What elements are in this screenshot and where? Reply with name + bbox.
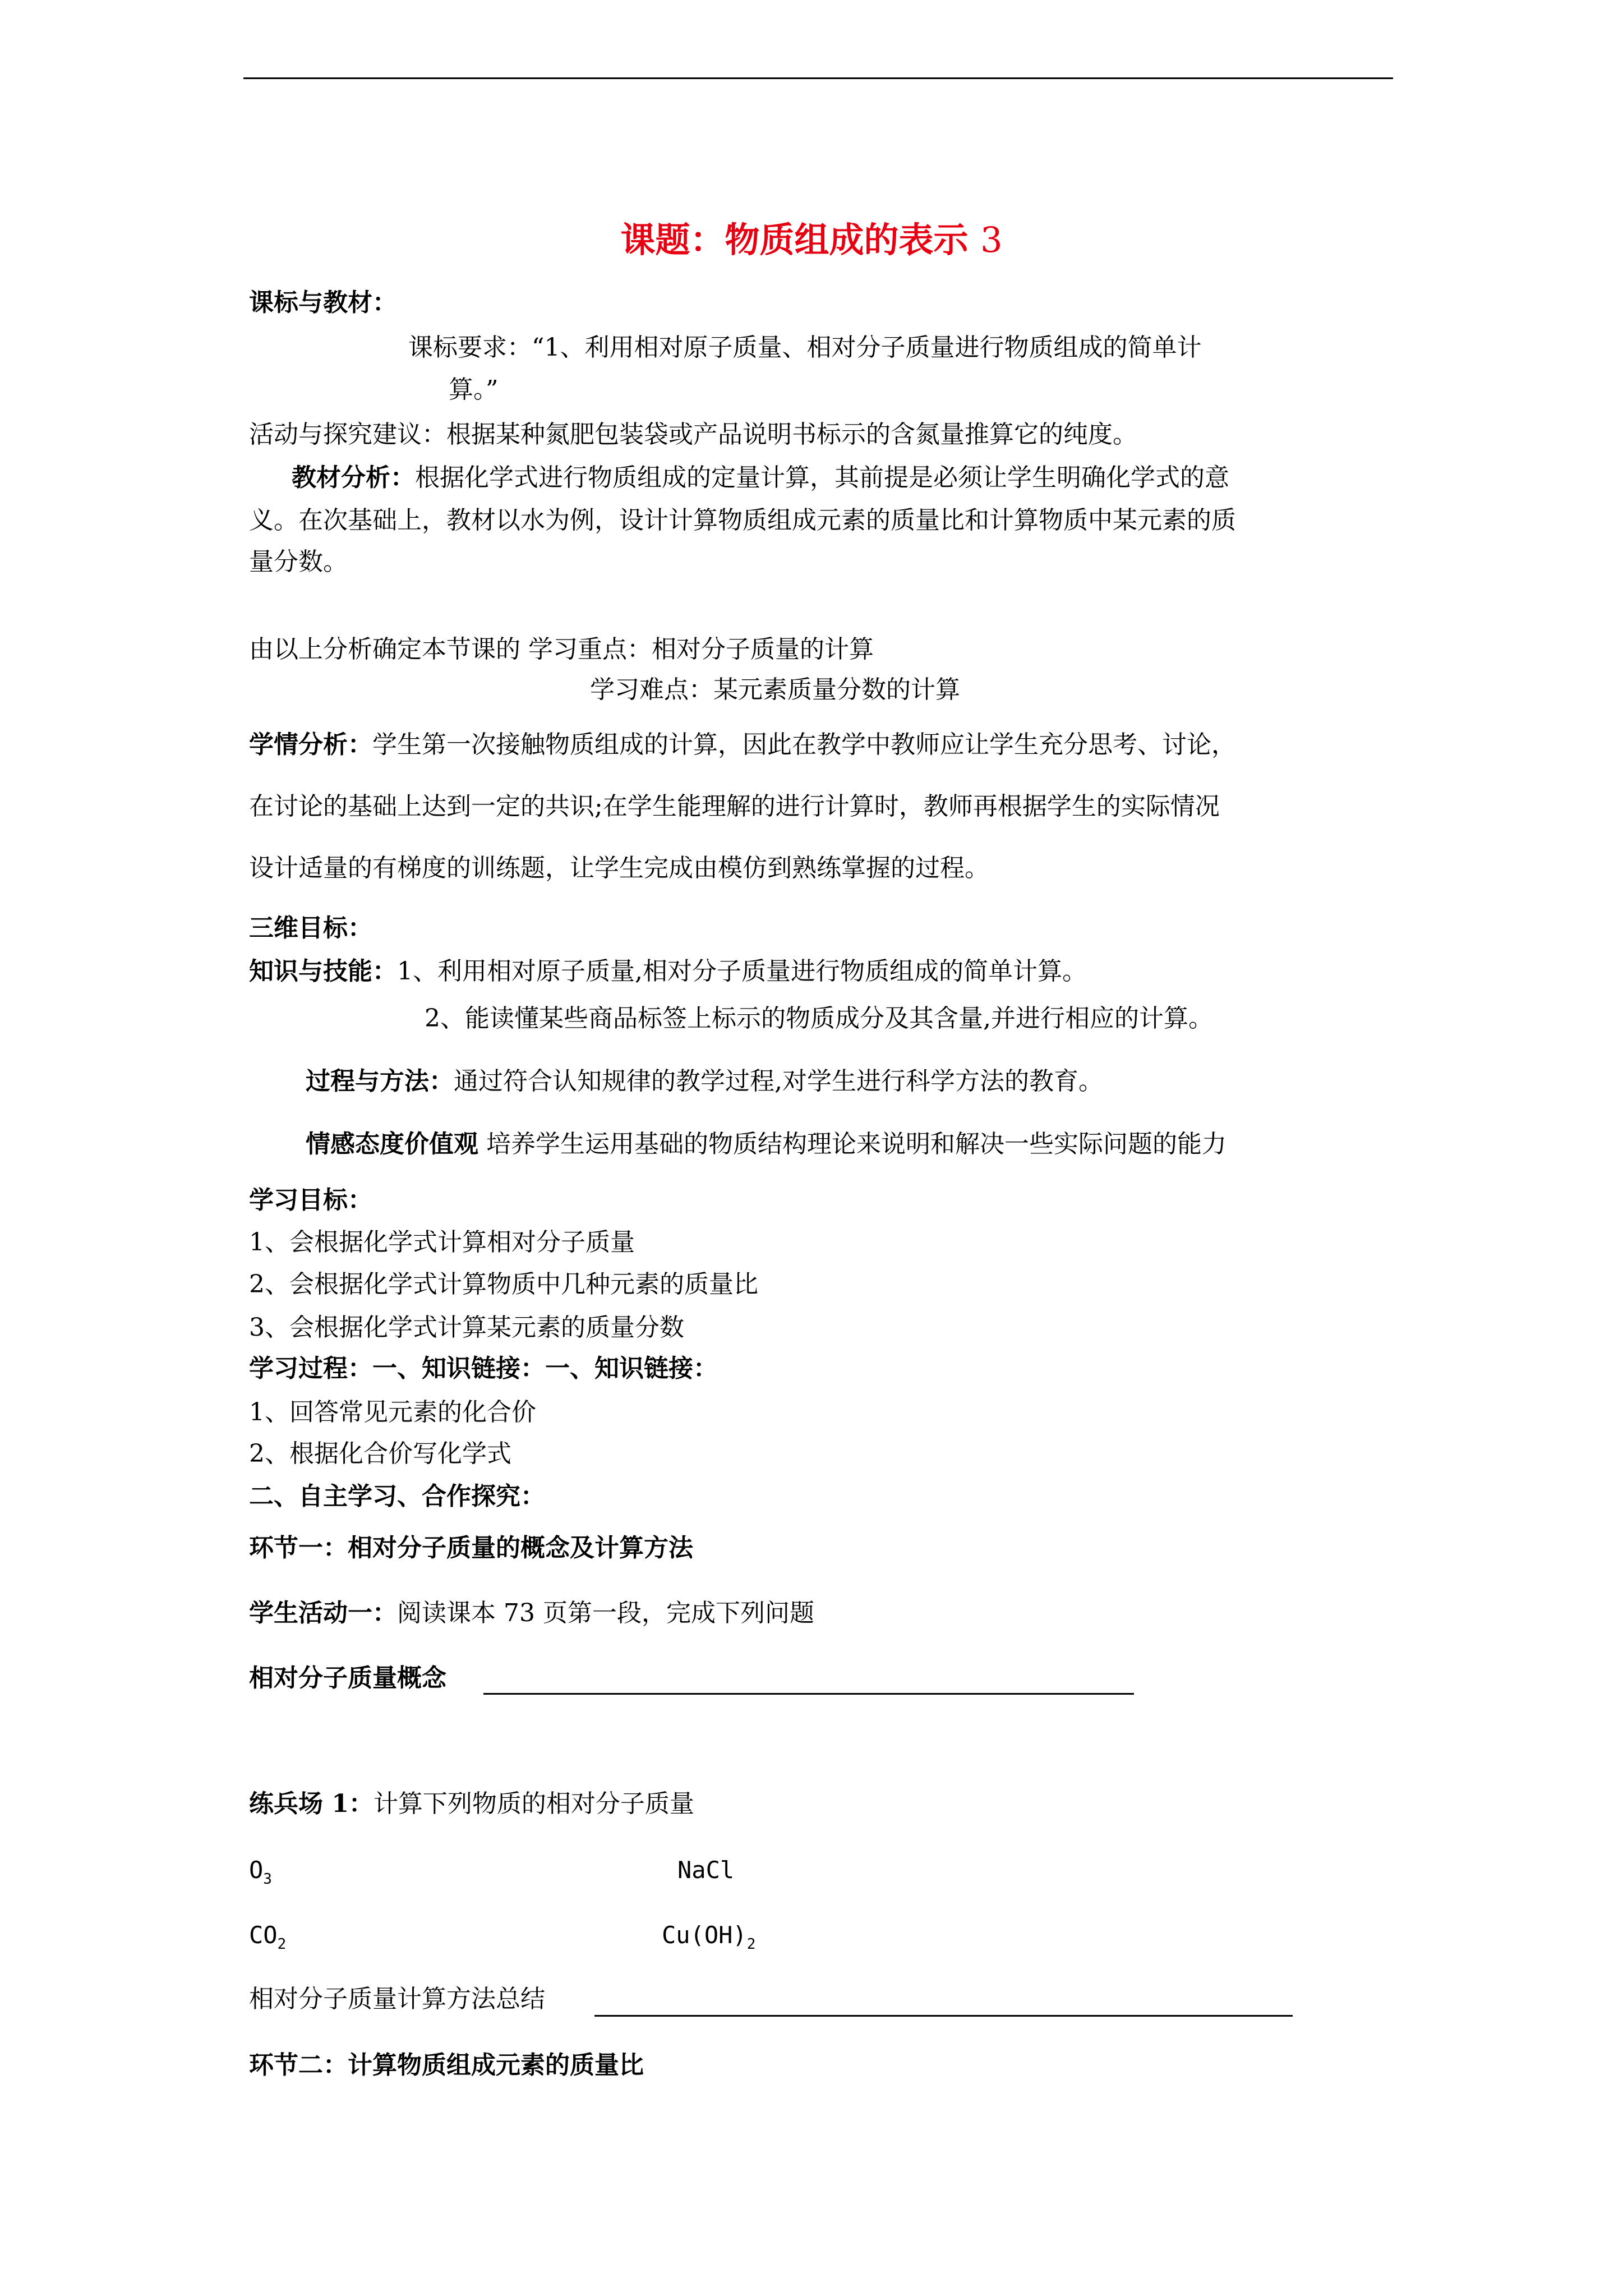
learning-process-heading: 学习过程：一、知识链接：一、知识链接： <box>249 1354 718 1383</box>
material-analysis-line1: 教材分析：根据化学式进行物质组成的定量计算，其前提是必须让学生明确化学式的意 <box>292 463 1229 492</box>
formula-co2: $CO_2$ <box>249 1921 287 1953</box>
kebiao-heading: 课标与教材： <box>249 288 397 317</box>
self-study-heading: 二、自主学习、合作探究： <box>249 1482 545 1511</box>
concept-label: 相对分子质量概念 <box>249 1664 446 1692</box>
student-activity-1: 学生活动一：阅读课本 73 页第一段，完成下列问题 <box>249 1599 814 1627</box>
learning-goal-item: 3、会根据化学式计算某元素的质量分数 <box>249 1313 684 1342</box>
student-analysis-line2: 在讨论的基础上达到一定的共识;在学生能理解的进行计算时，教师再根据学生的实际情况 <box>249 792 1220 821</box>
learning-goal-item: 1、会根据化学式计算相对分子质量 <box>249 1228 635 1257</box>
student-analysis-line1: 学情分析：学生第一次接触物质组成的计算，因此在教学中教师应让学生充分思考、讨论， <box>249 730 1236 759</box>
student-analysis-line3: 设计适量的有梯度的训练题，让学生完成由模仿到熟练掌握的过程。 <box>249 854 989 882</box>
knowledge-link-item: 2、根据化合价写化学式 <box>249 1439 511 1468</box>
knowledge-skill-item2: 2、能读懂某些商品标签上标示的物质成分及其含量,并进行相应的计算。 <box>425 1004 1213 1033</box>
kebiao-requirement-line1: 课标要求：“1、利用相对原子质量、相对分子质量进行物质组成的简单计 <box>408 333 1202 362</box>
method-summary-blank[interactable] <box>594 2015 1293 2017</box>
activity-suggestion: 活动与探究建议：根据某种氮肥包装袋或产品说明书标示的含氮量推算它的纯度。 <box>249 420 1137 449</box>
formula-o3: $O_3$ <box>249 1856 272 1888</box>
difficulty-point: 学习难点：某元素质量分数的计算 <box>590 675 960 704</box>
learning-goal-item: 2、会根据化学式计算物质中几种元素的质量比 <box>249 1270 758 1299</box>
learning-goals-heading: 学习目标： <box>249 1186 372 1214</box>
knowledge-link-item: 1、回答常见元素的化合价 <box>249 1398 536 1427</box>
formula-cuoh2: $Cu(OH)_2$ <box>662 1921 756 1953</box>
focus-point: 由以上分析确定本节课的 学习重点：相对分子质量的计算 <box>249 635 874 664</box>
section1-heading: 环节一：相对分子质量的概念及计算方法 <box>249 1534 693 1562</box>
material-analysis-line3: 量分数。 <box>249 547 348 576</box>
practice-1: 练兵场 1：计算下列物质的相对分子质量 <box>249 1789 694 1818</box>
three-dim-heading: 三维目标： <box>249 914 372 942</box>
method-summary-label: 相对分子质量计算方法总结 <box>249 1985 545 2013</box>
kebiao-requirement-line2: 算。” <box>449 375 499 404</box>
formula-nacl: NaCl <box>677 1856 735 1884</box>
header-rule <box>243 77 1393 79</box>
page-title: 课题：物质组成的表示 3 <box>620 219 1003 260</box>
material-analysis-line2: 义。在次基础上，教材以水为例，设计计算物质组成元素的质量比和计算物质中某元素的质 <box>249 506 1236 535</box>
section2-heading: 环节二：计算物质组成元素的质量比 <box>249 2051 644 2079</box>
knowledge-skill-item1: 知识与技能：1、利用相对原子质量,相对分子质量进行物质组成的简单计算。 <box>249 957 1087 986</box>
concept-answer-blank[interactable] <box>483 1693 1134 1695</box>
process-method: 过程与方法：通过符合认知规律的教学过程,对学生进行科学方法的教育。 <box>306 1067 1103 1096</box>
emotion-value: 情感态度价值观 培养学生运用基础的物质结构理论来说明和解决一些实际问题的能力 <box>306 1130 1227 1158</box>
